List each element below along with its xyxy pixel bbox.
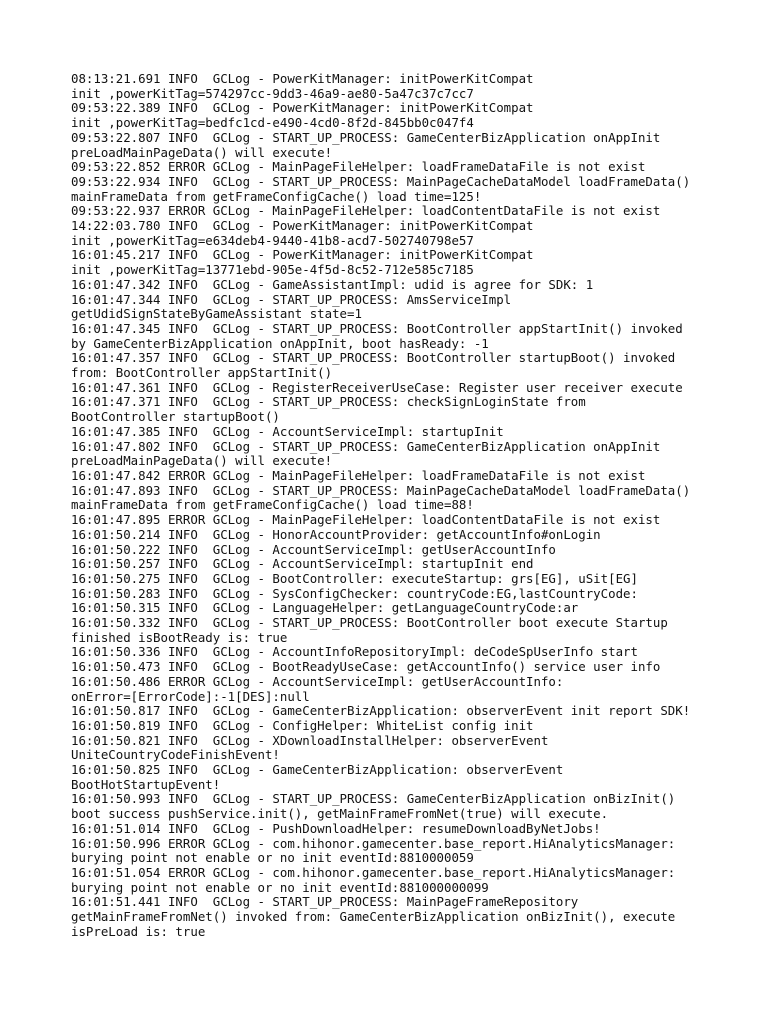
- log-line: preLoadMainPageData() will execute!: [71, 144, 333, 160]
- log-line: 16:01:50.996 ERROR GCLog - com.hihonor.gamecenter.base_report.HiAnalyticsManager:: [71, 835, 676, 851]
- log-line: 16:01:45.217 INFO GCLog - PowerKitManager: initPowerKitCompat: [71, 247, 534, 263]
- log-document: [71, 72, 711, 939]
- log-line: getMainFrameFromNet() invoked from: GameCenterBizApplication onBizInit(), execute: [71, 909, 676, 925]
- log-line: 16:01:47.361 INFO GCLog - RegisterReceiverUseCase: Register user receiver execute: [71, 379, 683, 395]
- log-line: 16:01:51.014 INFO GCLog - PushDownloadHelper: resumeDownloadByNetJobs!: [71, 820, 601, 836]
- log-line: 16:01:50.821 INFO GCLog - XDownloadInstallHelper: observerEvent: [71, 732, 549, 748]
- log-line: boot success pushService.init(), getMainFrameFromNet(true) will execute.: [71, 806, 609, 822]
- log-line: 08:13:21.691 INFO GCLog - PowerKitManager: initPowerKitCompat: [71, 71, 534, 86]
- log-line: mainFrameData from getFrameConfigCache() load time=125!: [71, 188, 482, 204]
- log-line: 16:01:51.054 ERROR GCLog - com.hihonor.gamecenter.base_report.HiAnalyticsManager:: [71, 864, 676, 880]
- log-line: onError=[ErrorCode]:-1[DES]:null: [71, 688, 310, 704]
- log-line: 16:01:47.893 INFO GCLog - START_UP_PROCESS: MainPageCacheDataModel loadFrameData(): [71, 482, 691, 498]
- log-line: 16:01:50.283 INFO GCLog - SysConfigChecker: countryCode:EG,lastCountryCode:: [71, 585, 638, 601]
- log-line: by GameCenterBizApplication onAppInit, boot hasReady: -1: [71, 335, 489, 351]
- log-line: preLoadMainPageData() will execute!: [71, 453, 333, 469]
- log-line: 16:01:47.895 ERROR GCLog - MainPageFileHelper: loadContentDataFile is not exist: [71, 512, 661, 528]
- log-line: 16:01:50.993 INFO GCLog - START_UP_PROCESS: GameCenterBizApplication onBizInit(): [71, 791, 676, 807]
- log-line: BootController startupBoot(): [71, 409, 280, 425]
- log-line: burying point not enable or no init eventId:881000000099: [71, 879, 489, 895]
- log-line: 16:01:50.817 INFO GCLog - GameCenterBizApplication: observerEvent init report SDK!: [71, 703, 691, 719]
- log-line: init ,powerKitTag=13771ebd-905e-4f5d-8c52-712e585c7185: [71, 262, 474, 278]
- log-line: init ,powerKitTag=e634deb4-9440-41b8-acd7-502740798e57: [71, 232, 474, 248]
- log-line: isPreLoad is: true: [71, 923, 206, 939]
- log-line: burying point not enable or no init eventId:8810000059: [71, 850, 474, 866]
- log-line: init ,powerKitTag=574297cc-9dd3-46a9-ae80-5a47c37c7cc7: [71, 85, 474, 101]
- log-line: 16:01:47.842 ERROR GCLog - MainPageFileHelper: loadFrameDataFile is not exist: [71, 467, 646, 483]
- log-line: 16:01:50.222 INFO GCLog - AccountServiceImpl: getUserAccountInfo: [71, 541, 556, 557]
- log-line: 16:01:50.257 INFO GCLog - AccountServiceImpl: startupInit end: [71, 556, 534, 572]
- log-line: 16:01:47.342 INFO GCLog - GameAssistantImpl: udid is agree for SDK: 1: [71, 276, 594, 292]
- log-line: getUdidSignStateByGameAssistant state=1: [71, 306, 362, 322]
- log-line: init ,powerKitTag=bedfc1cd-e490-4cd0-8f2d-845bb0c047f4: [71, 115, 474, 131]
- log-line: 16:01:50.473 INFO GCLog - BootReadyUseCase: getAccountInfo() service user info: [71, 659, 661, 675]
- log-line: 09:53:22.807 INFO GCLog - START_UP_PROCESS: GameCenterBizApplication onAppInit: [71, 129, 661, 145]
- log-line: 16:01:47.345 INFO GCLog - START_UP_PROCESS: BootController appStartInit() invoked: [71, 320, 683, 336]
- log-line: 16:01:51.441 INFO GCLog - START_UP_PROCESS: MainPageFrameRepository: [71, 894, 579, 910]
- log-line: 16:01:47.385 INFO GCLog - AccountServiceImpl: startupInit: [71, 423, 504, 439]
- log-line: 16:01:50.819 INFO GCLog - ConfigHelper: WhiteList config init: [71, 717, 534, 733]
- log-line: 16:01:47.802 INFO GCLog - START_UP_PROCESS: GameCenterBizApplication onAppInit: [71, 438, 661, 454]
- log-line: 16:01:50.275 INFO GCLog - BootController: executeStartup: grs[EG], uSit[EG]: [71, 570, 638, 586]
- log-line: 14:22:03.780 INFO GCLog - PowerKitManager: initPowerKitCompat: [71, 218, 534, 234]
- log-line: 09:53:22.937 ERROR GCLog - MainPageFileHelper: loadContentDataFile is not exist: [71, 203, 661, 219]
- log-line: finished isBootReady is: true: [71, 629, 288, 645]
- log-line: 16:01:50.214 INFO GCLog - HonorAccountProvider: getAccountInfo#onLogin: [71, 526, 601, 542]
- log-line: mainFrameData from getFrameConfigCache() load time=88!: [71, 497, 474, 513]
- log-line: 16:01:50.336 INFO GCLog - AccountInfoRepositoryImpl: deCodeSpUserInfo start: [71, 644, 638, 660]
- log-line: UniteCountryCodeFinishEvent!: [71, 747, 280, 763]
- log-line: 09:53:22.934 INFO GCLog - START_UP_PROCESS: MainPageCacheDataModel loadFrameData(): [71, 173, 691, 189]
- log-line: 09:53:22.852 ERROR GCLog - MainPageFileHelper: loadFrameDataFile is not exist: [71, 159, 646, 175]
- log-line: 16:01:50.332 INFO GCLog - START_UP_PROCESS: BootController boot execute Startup: [71, 615, 668, 631]
- log-line: 09:53:22.389 INFO GCLog - PowerKitManager: initPowerKitCompat: [71, 100, 534, 116]
- log-line: BootHotStartupEvent!: [71, 776, 221, 792]
- log-line: from: BootController appStartInit(): [71, 365, 333, 381]
- log-line: 16:01:50.315 INFO GCLog - LanguageHelper: getLanguageCountryCode:ar: [71, 600, 579, 616]
- log-line: 16:01:47.371 INFO GCLog - START_UP_PROCESS: checkSignLoginState from: [71, 394, 586, 410]
- log-line: 16:01:47.344 INFO GCLog - START_UP_PROCESS: AmsServiceImpl: [71, 291, 512, 307]
- log-line: 16:01:50.825 INFO GCLog - GameCenterBizApplication: observerEvent: [71, 762, 564, 778]
- log-line: 16:01:47.357 INFO GCLog - START_UP_PROCESS: BootController startupBoot() invoked: [71, 350, 676, 366]
- log-line: 16:01:50.486 ERROR GCLog - AccountServiceImpl: getUserAccountInfo:: [71, 673, 564, 689]
